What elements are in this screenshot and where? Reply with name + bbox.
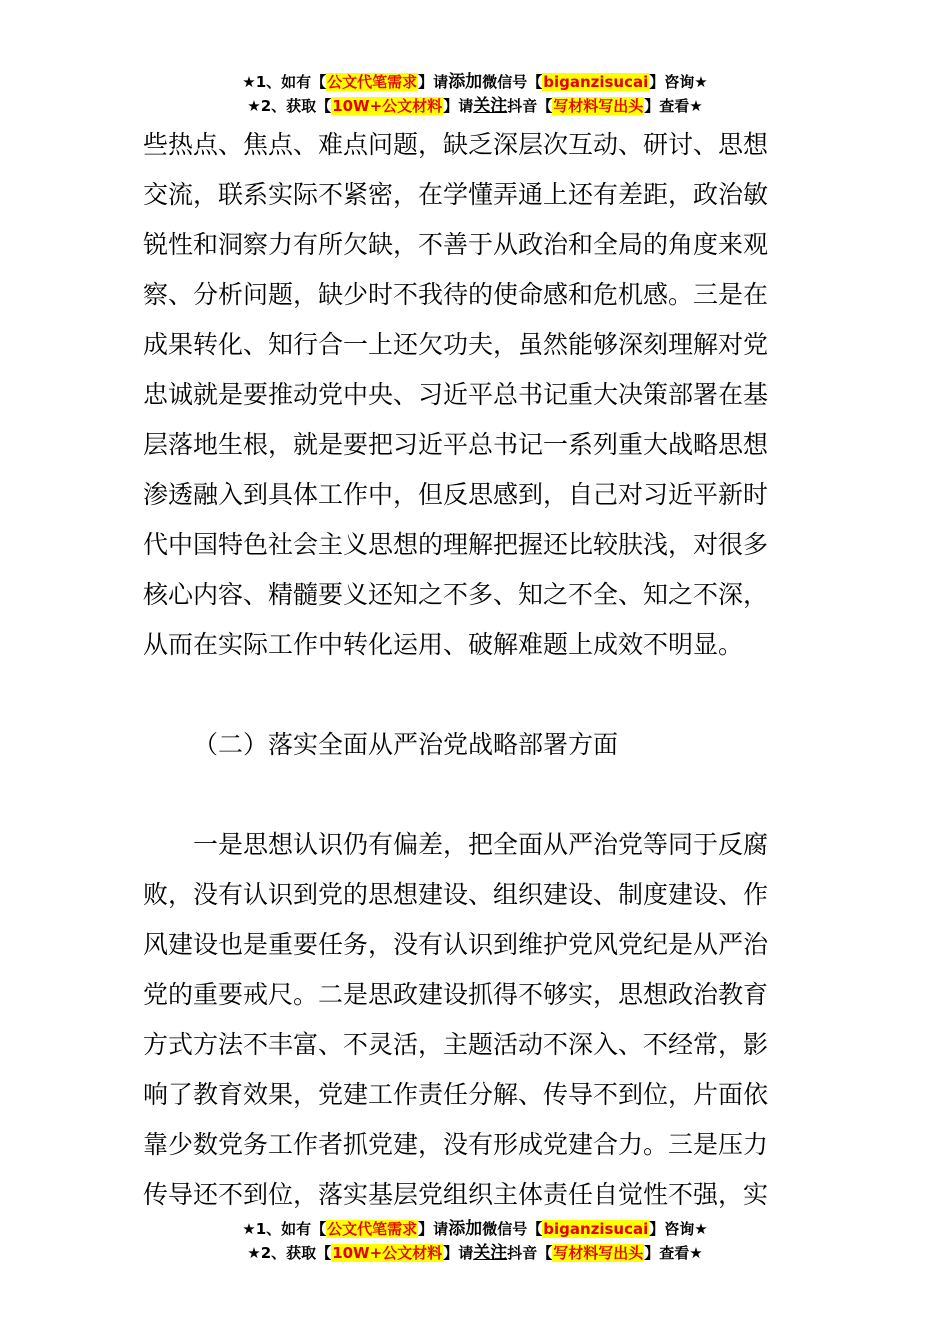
banner-text: ★1、如有【 bbox=[242, 73, 327, 91]
text-line: 忠诚就是要推动党中央、习近平总书记重大决策部署在基 bbox=[143, 380, 769, 409]
highlight-ghostwriting: 公文代笔需求 bbox=[327, 1220, 418, 1238]
text-line: 败，没有认识到党的思想建设、组织建设、制度建设、作 bbox=[143, 880, 769, 909]
banner-line-2 bbox=[0, 1241, 950, 1265]
spacer bbox=[143, 670, 807, 720]
banner-text: 】请 bbox=[418, 1220, 449, 1238]
text-line: 层落地生根，就是要把习近平总书记一系列重大战略思想 bbox=[143, 430, 769, 459]
text-line: 代中国特色社会主义思想的理解把握还比较肤浅，对很多 bbox=[143, 530, 769, 559]
banner-text: 】咨询★ bbox=[649, 1220, 708, 1238]
document-body bbox=[143, 120, 807, 1220]
banner-text: 】请 bbox=[418, 73, 449, 91]
highlight-wechat-id: biganzisucai bbox=[543, 1220, 649, 1238]
banner-text: 】咨询★ bbox=[649, 73, 708, 91]
paragraph-2 bbox=[143, 820, 807, 1220]
text-line: 渗透融入到具体工作中，但反思感到，自己对习近平新时 bbox=[143, 480, 769, 509]
banner-text: 】查看★ bbox=[644, 1244, 703, 1262]
paragraph-1 bbox=[143, 120, 807, 670]
banner-text: 】请 bbox=[443, 1244, 474, 1262]
text-line: 些热点、焦点、难点问题，缺乏深层次互动、研讨、思想 bbox=[143, 130, 769, 159]
banner-emphasis: 关注 bbox=[473, 1243, 508, 1263]
text-line: 方式方法不丰富、不灵活，主题活动不深入、不经常，影 bbox=[143, 1030, 769, 1059]
text-line: 从而在实际工作中转化运用、破解难题上成效不明显。 bbox=[143, 630, 744, 659]
text-line: 察、分析问题，缺少时不我待的使命感和危机感。三是在 bbox=[143, 280, 769, 309]
highlight-ghostwriting: 公文代笔需求 bbox=[327, 73, 418, 91]
highlight-douyin-account: 写材料写出头 bbox=[553, 1244, 644, 1262]
text-line: 一是思想认识仍有偏差，把全面从严治党等同于反腐 bbox=[193, 830, 769, 859]
banner-emphasis: 添加 bbox=[448, 72, 483, 92]
banner-text: 抖音【 bbox=[507, 1244, 553, 1262]
highlight-materials: 10W+公文材料 bbox=[332, 1244, 443, 1262]
highlight-douyin-account: 写材料写出头 bbox=[553, 97, 644, 115]
banner-text: 】查看★ bbox=[644, 97, 703, 115]
banner-text: 微信号【 bbox=[482, 1220, 543, 1238]
text-line: 锐性和洞察力有所欠缺，不善于从政治和全局的角度来观 bbox=[143, 230, 769, 259]
text-line: 核心内容、精髓要义还知之不多、知之不全、知之不深， bbox=[143, 580, 769, 609]
spacer bbox=[143, 770, 807, 820]
text-line: 党的重要戒尺。二是思政建设抓得不够实，思想政治教育 bbox=[143, 980, 769, 1009]
banner-line-2 bbox=[0, 94, 950, 118]
text-line: 传导还不到位，落实基层党组织主体责任自觉性不强，实 bbox=[143, 1180, 769, 1209]
banner-text: ★1、如有【 bbox=[242, 1220, 327, 1238]
text-line: 交流，联系实际不紧密，在学懂弄通上还有差距，政治敏 bbox=[143, 180, 769, 209]
text-line: 靠少数党务工作者抓党建，没有形成党建合力。三是压力 bbox=[143, 1130, 769, 1159]
footer-banner bbox=[0, 1217, 950, 1265]
banner-emphasis: 关注 bbox=[473, 96, 508, 116]
highlight-wechat-id: biganzisucai bbox=[543, 73, 649, 91]
text-line: 风建设也是重要任务，没有认识到维护党风党纪是从严治 bbox=[143, 930, 769, 959]
text-line: 成果转化、知行合一上还欠功夫，虽然能够深刻理解对党 bbox=[143, 330, 769, 359]
banner-line-1 bbox=[0, 70, 950, 94]
text-line: 响了教育效果，党建工作责任分解、传导不到位，片面依 bbox=[143, 1080, 769, 1109]
banner-text: 微信号【 bbox=[482, 73, 543, 91]
banner-line-1 bbox=[0, 1217, 950, 1241]
banner-emphasis: 添加 bbox=[448, 1219, 483, 1239]
banner-text: 】请 bbox=[443, 97, 474, 115]
banner-text: ★2、获取【 bbox=[247, 1244, 332, 1262]
section-heading: （二）落实全面从严治党战略部署方面 bbox=[193, 730, 619, 759]
banner-text: ★2、获取【 bbox=[247, 97, 332, 115]
highlight-materials: 10W+公文材料 bbox=[332, 97, 443, 115]
header-banner bbox=[0, 70, 950, 118]
banner-text: 抖音【 bbox=[507, 97, 553, 115]
